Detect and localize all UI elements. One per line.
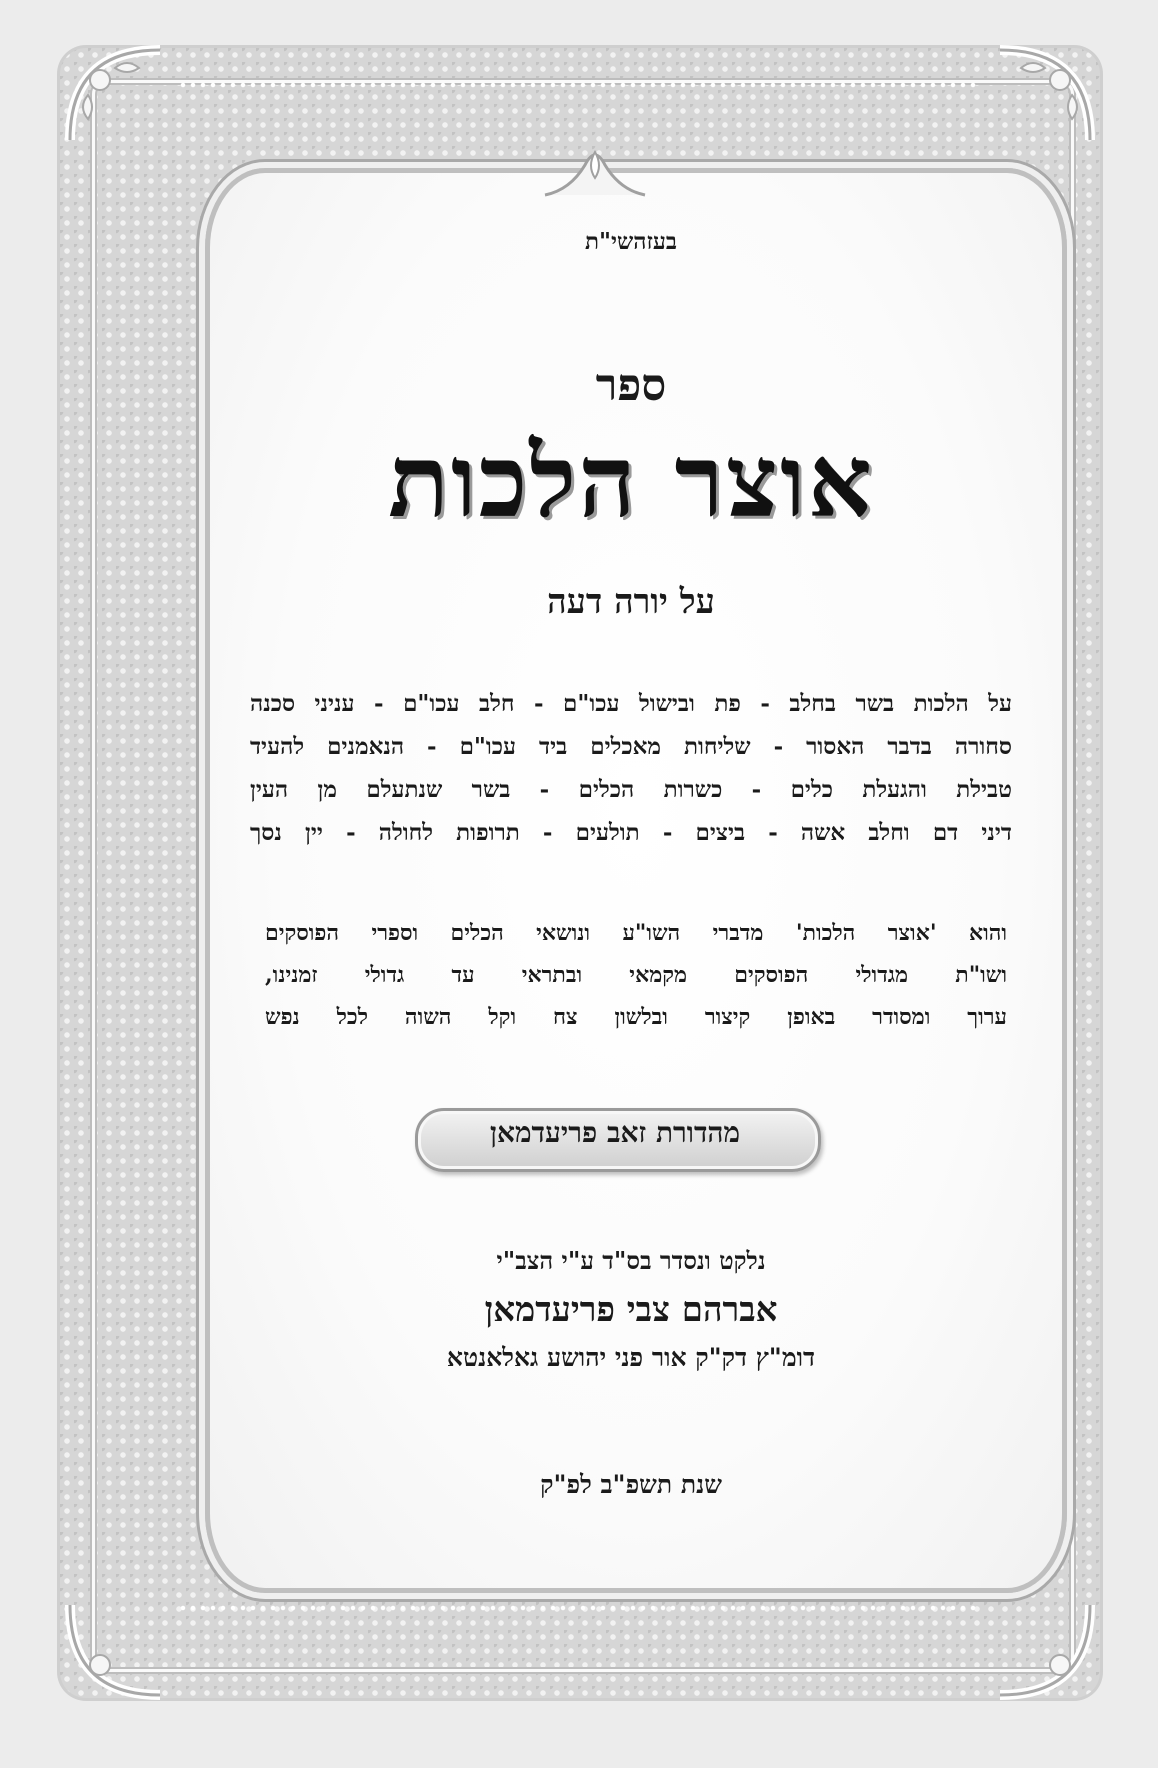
corner-ornament-icon [990, 40, 1100, 150]
book-title: אוצר הלכות [388, 422, 874, 540]
description-line: ערוך ומסודר באופן קיצור ובלשון צח וקל השוה לכל נפש [265, 1004, 1007, 1030]
crest-ornament-icon [540, 140, 650, 200]
edition-label: מהדורת זאב פריעדמאן [489, 1116, 741, 1149]
book-subtitle: על יורה דעה [547, 582, 715, 622]
corner-ornament-icon [60, 1595, 170, 1705]
corner-ornament-icon [990, 1595, 1100, 1705]
frame-dot-row-bottom [178, 1605, 978, 1611]
header-abbreviation: בעזהשי"ת [584, 228, 678, 255]
description-line: ושו"ת מגדולי הפוסקים מקמאי ובתראי עד גדולי זמנינו, [265, 962, 1007, 988]
topics-line: על הלכות בשר בחלב - פת ובישול עכו"ם - חלב עכו"ם - עניני סכנה [250, 690, 1012, 717]
frame-dot-row-top [178, 82, 978, 88]
description-line: והוא 'אוצר הלכות' מדברי השו"ע ונושאי הכלים וספרי הפוסקים [265, 920, 1007, 946]
publication-year: שנת תשפ"ב לפ"ק [540, 1470, 722, 1499]
author-name: אברהם צבי פריעדמאן [484, 1290, 778, 1330]
compiled-by-line: נלקט ונסדר בס"ד ע"י הצב"י [496, 1246, 766, 1275]
sefer-label: ספר [595, 360, 667, 411]
topics-line: סחורה בדבר האסור - שליחות מאכלים ביד עכו"ם - הנאמנים להעיד [250, 733, 1012, 760]
topics-line: דיני דם וחלב אשה - ביצים - תולעים - תרופות לחולה - יין נסך [250, 819, 1012, 846]
corner-ornament-icon [60, 40, 170, 150]
topics-line: טבילת והגעלת כלים - כשרות הכלים - בשר שנתעלם מן העין [250, 776, 1012, 803]
author-title: דומ"ץ דק"ק אור פני יהושע גאלאנטא [446, 1343, 816, 1372]
